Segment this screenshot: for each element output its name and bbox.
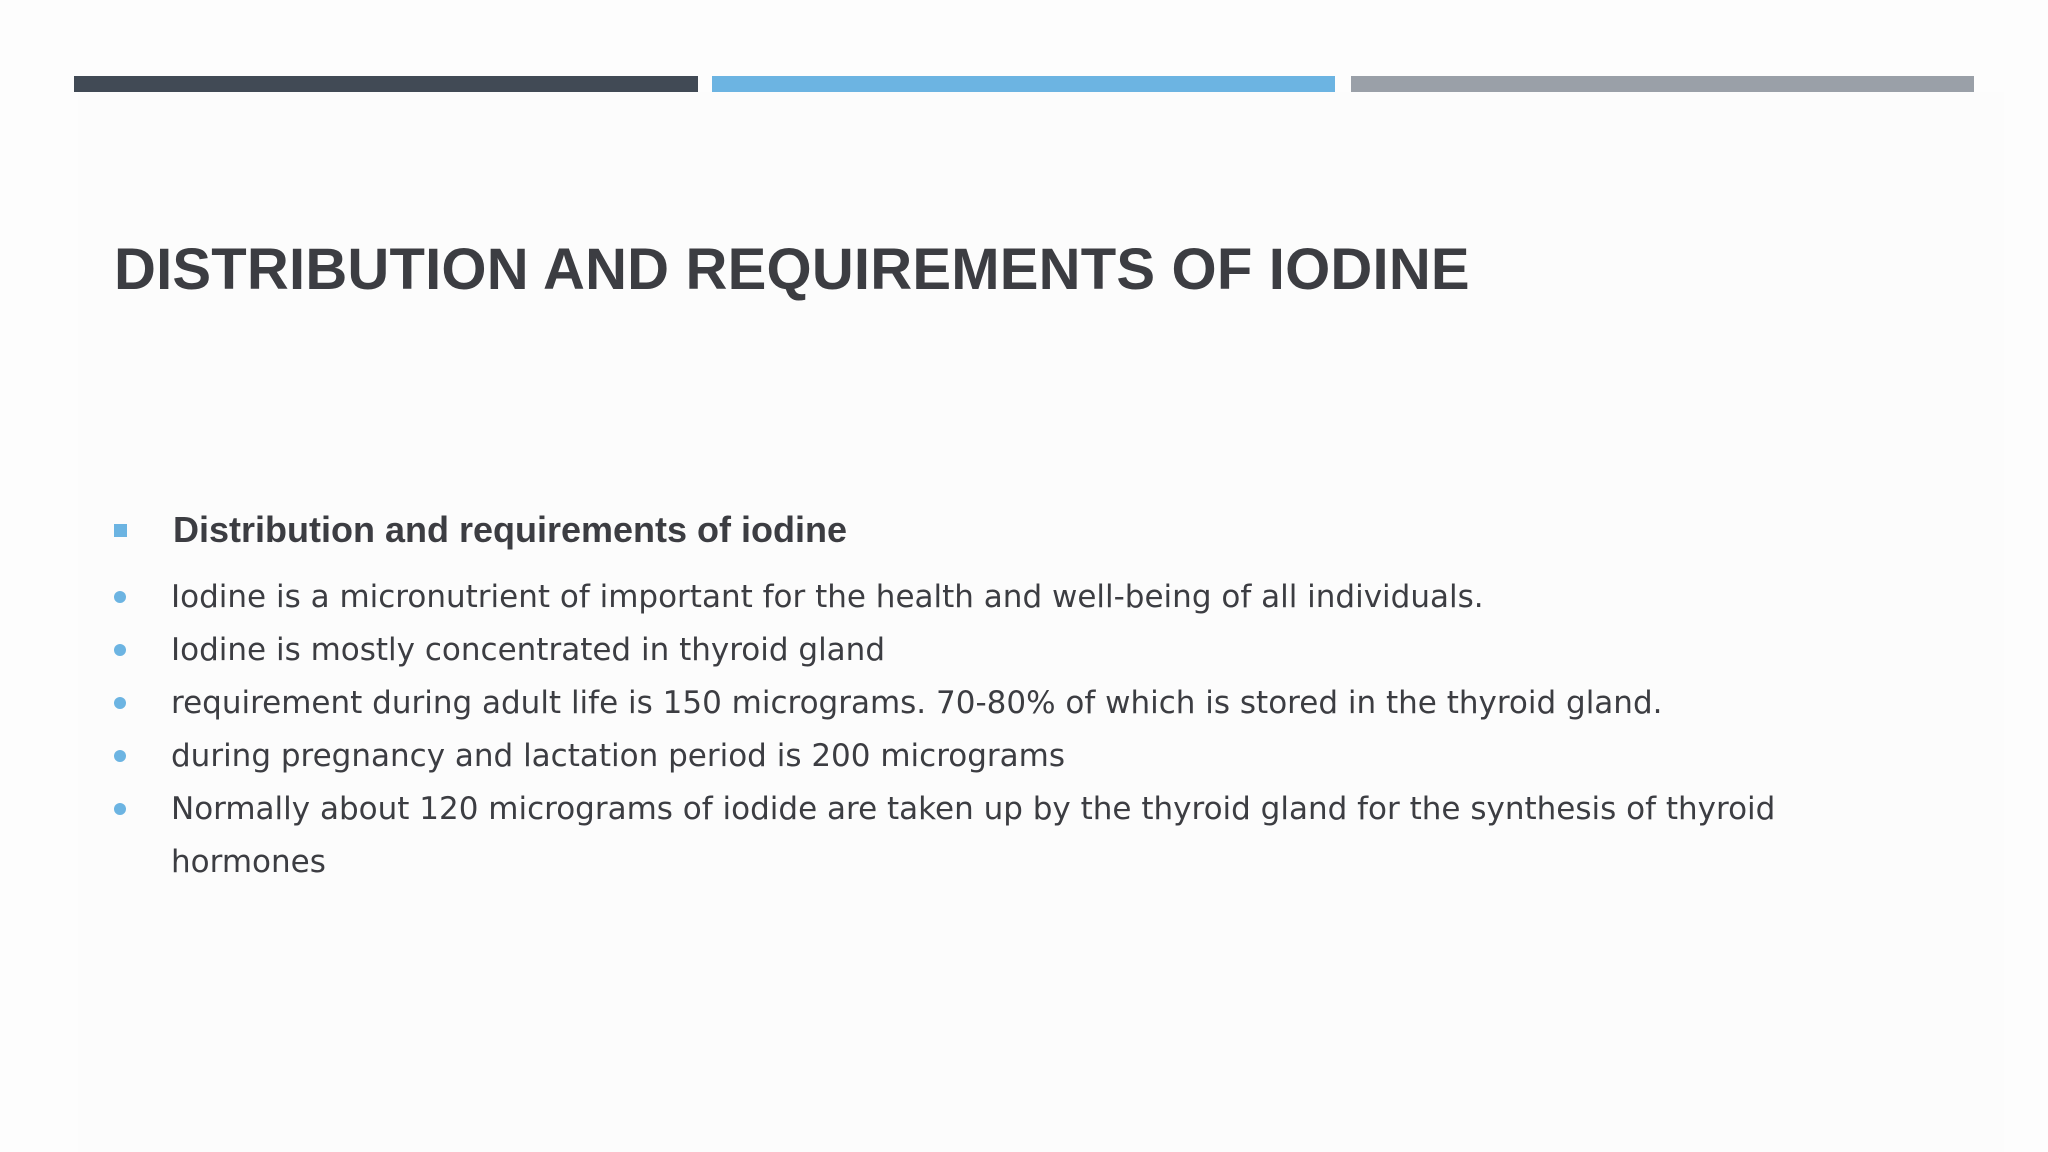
square-bullet-icon xyxy=(114,524,127,537)
bullet-list xyxy=(114,571,1814,889)
subheading-row xyxy=(114,505,1814,555)
accent-bar-blue xyxy=(712,76,1335,92)
accent-bar-gray xyxy=(1351,76,1974,92)
bullet-dot-icon xyxy=(114,697,126,709)
subheading: Distribution and requirements of iodine xyxy=(173,509,848,550)
accent-bar-dark xyxy=(74,76,698,92)
list-item xyxy=(114,677,1814,730)
slide-content xyxy=(114,505,1814,889)
bullet-text: Normally about 120 micrograms of iodide are taken up by the thyroid gland for the synthesis of thyroid hormones xyxy=(171,791,1776,880)
bullet-dot-icon xyxy=(114,803,126,815)
bullet-text: Iodine is a micronutrient of important for the health and well-being of all individuals. xyxy=(171,579,1484,615)
bullet-dot-icon xyxy=(114,591,126,603)
bullet-text: Iodine is mostly concentrated in thyroid gland xyxy=(171,632,885,668)
bullet-dot-icon xyxy=(114,750,126,762)
list-item xyxy=(114,783,1814,889)
list-item xyxy=(114,730,1814,783)
list-item xyxy=(114,624,1814,677)
slide-title: DISTRIBUTION AND REQUIREMENTS OF IODINE xyxy=(114,237,1470,302)
bullet-text: during pregnancy and lactation period is 200 micrograms xyxy=(171,738,1066,774)
bullet-dot-icon xyxy=(114,644,126,656)
list-item xyxy=(114,571,1814,624)
bullet-text: requirement during adult life is 150 micrograms. 70-80% of which is stored in the thyroid gland. xyxy=(171,685,1663,721)
